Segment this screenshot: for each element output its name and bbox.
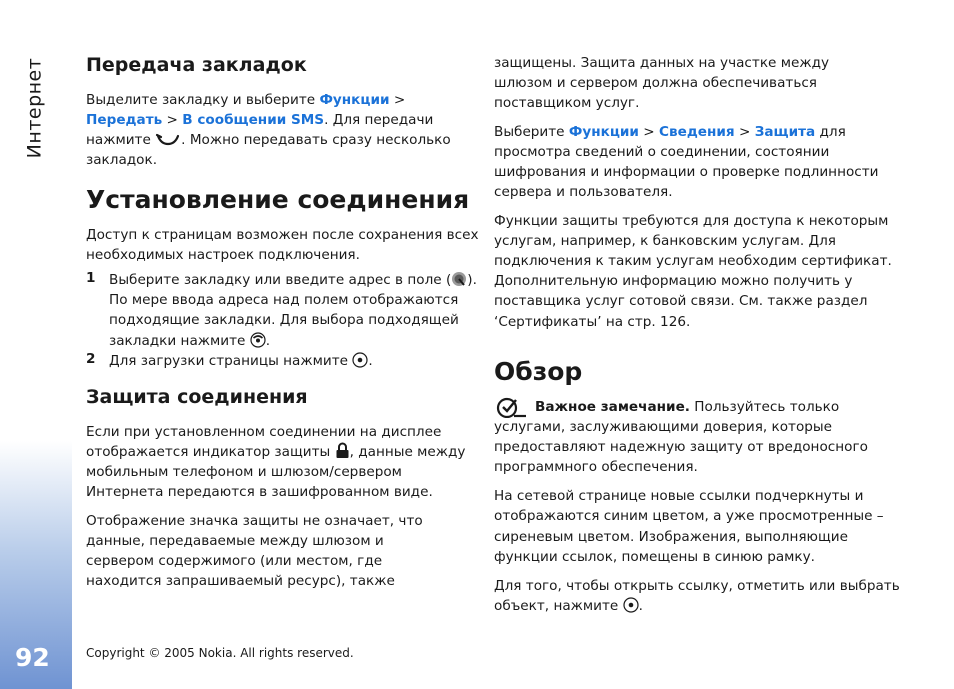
note-line-2: услугами, заслуживающими доверия, которые (494, 419, 832, 435)
page-number: 92 (15, 643, 50, 672)
text: > (389, 92, 406, 108)
security-p2-line-2: данные, передаваемые между шлюзом и (86, 533, 384, 549)
text: Выберите (494, 124, 569, 140)
step-2-line (109, 351, 373, 374)
security-heading: Защита соединения (86, 386, 308, 408)
bookmarks-line-1 (86, 90, 405, 110)
text: объект, нажмите (494, 598, 623, 614)
security-p1-line-3: мобильным телефоном и шлюзом/сервером (86, 464, 402, 480)
text: . Можно передавать сразу несколько (181, 132, 451, 148)
certs-line-5: поставщика услуг сотовой связи. См. также раздел (494, 293, 868, 309)
text: . (638, 598, 643, 614)
section-title-container (19, 58, 49, 158)
step-1-number: 1 (86, 270, 96, 286)
menu-send-link[interactable]: Передать (86, 112, 163, 128)
text: для (815, 124, 846, 140)
certs-line-2: услугам, например, к банковским услугам. Для (494, 233, 836, 249)
menu-security-link[interactable]: Защита (754, 124, 816, 140)
text: Выделите закладку и выберите (86, 92, 320, 108)
security-p2-line-1: Отображение значка защиты не означает, что (86, 513, 423, 529)
text: . Для передачи (324, 112, 434, 128)
copyright-footer: Copyright © 2005 Nokia. All rights reserved. (86, 646, 354, 660)
overview-p2-line-2: отображаются синим цветом, а уже просмотренные – (494, 508, 884, 524)
bookmarks-line-2 (86, 110, 433, 130)
joystick-icon (352, 352, 368, 374)
menu-functions-link[interactable]: Функции (319, 92, 390, 108)
overview-p2-line-4: функции ссылок, помещены в синюю рамку. (494, 549, 816, 565)
overview-p2-line-1: На сетевой странице новые ссылки подчеркнуты и (494, 488, 864, 504)
text: > (734, 124, 755, 140)
security-p2-line-4: находится запрашиваемый ресурс), также (86, 573, 395, 589)
text: Для загрузки страницы нажмите (109, 353, 353, 369)
connection-p1-line-2: необходимых настроек подключения. (86, 247, 360, 263)
certs-line-3: подключения к таким услугам необходим сертификат. (494, 253, 892, 269)
cont-line-3: поставщиком услуг. (494, 95, 640, 111)
text: закладки нажмите (109, 333, 250, 349)
text: . (265, 333, 271, 349)
menu-via-sms-link[interactable]: В сообщении SMS (182, 112, 325, 128)
certs-line-6: ‘Сертификаты’ на стр. 126. (494, 314, 691, 330)
certs-line-4: Дополнительную информацию можно получить у (494, 273, 853, 289)
call-key-icon (155, 133, 181, 153)
menu-functions-link[interactable]: Функции (568, 124, 639, 140)
select-line-3: шифрования и информации о проверке подлинности (494, 164, 879, 180)
bookmarks-heading: Передача закладок (86, 54, 307, 76)
connection-p1-line-1: Доступ к страницам возможен после сохранения всех (86, 227, 479, 243)
text: Выберите закладку или введите адрес в поле ( (109, 272, 452, 288)
text: отображается индикатор защиты (86, 444, 335, 460)
sidebar (0, 0, 72, 689)
security-p2-line-3: сервером содержимого (или местом, где (86, 553, 383, 569)
joystick-icon (623, 597, 639, 619)
overview-heading: Обзор (494, 357, 583, 386)
text: > (638, 124, 660, 140)
security-p1-line-1: Если при установленном соединении на дисплее (86, 424, 442, 440)
certs-line-1: Функции защиты требуются для доступа к некоторым (494, 213, 889, 229)
overview-p2-line-3: сиреневым цветом. Изображения, выполняющие (494, 529, 848, 545)
overview-p3-line-1: Для того, чтобы открыть ссылку, отметить или выбрать (494, 578, 900, 594)
overview-p3-line-2 (494, 596, 643, 619)
section-title: Интернет (23, 57, 46, 159)
cont-line-1: защищены. Защита данных на участке между (494, 55, 830, 71)
bookmarks-line-4: закладок. (86, 152, 158, 168)
step-2-number: 2 (86, 351, 96, 367)
note-line-3: предоставляют надежную защиту от вредоносного (494, 439, 868, 455)
note-label: Важное замечание. (535, 399, 690, 415)
note-line-1 (535, 397, 839, 417)
step-1-line-2: По мере ввода адреса над полем отображаются (109, 292, 459, 308)
text: ). (467, 272, 477, 288)
menu-details-link[interactable]: Сведения (659, 124, 735, 140)
text: нажмите (86, 132, 156, 148)
step-1-line-3: подходящие закладки. Для выбора подходящей (109, 312, 459, 328)
text: Пользуйтесь только (689, 399, 840, 415)
select-line-4: сервера и пользователя. (494, 184, 673, 200)
text: . (368, 353, 373, 369)
text: , данные между (349, 444, 466, 460)
select-line-2: просмотра сведений о соединении, состоянии (494, 144, 830, 160)
select-line-1 (494, 122, 846, 142)
note-line-4: программного обеспечения. (494, 459, 698, 475)
cont-line-2: шлюзом и сервером должна обеспечиваться (494, 75, 817, 91)
security-p1-line-4: Интернета передаются в зашифрованном виде. (86, 484, 433, 500)
text: > (162, 112, 183, 128)
connection-heading: Установление соединения (86, 185, 470, 214)
